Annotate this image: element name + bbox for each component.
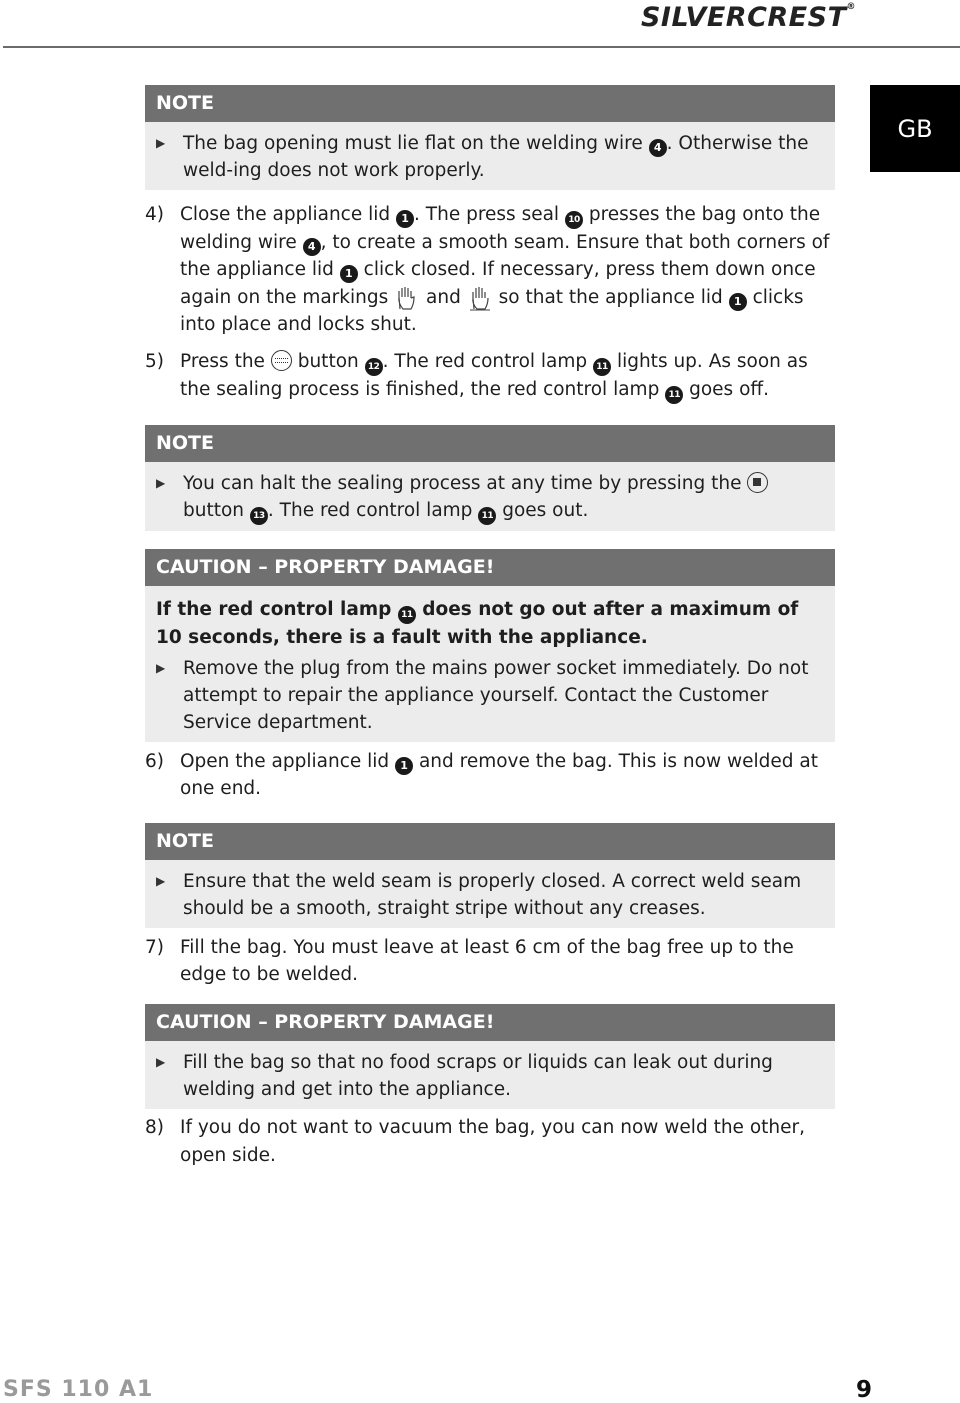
page-content (145, 85, 835, 1169)
triangle-right-icon: ▶ (156, 873, 166, 888)
language-tab: GB (870, 85, 960, 172)
page-number: 9 (855, 1377, 872, 1403)
header-rule (3, 46, 960, 48)
note-heading: NOTE (145, 425, 835, 462)
reference-number: 4 (303, 238, 321, 256)
note-heading: NOTE (145, 85, 835, 122)
caution-heading: CAUTION – PROPERTY DAMAGE! (145, 1004, 835, 1041)
reference-number: 1 (729, 293, 747, 311)
reference-number: 11 (665, 386, 683, 404)
caution-heading: CAUTION – PROPERTY DAMAGE! (145, 549, 835, 586)
triangle-right-icon: ▶ (156, 661, 166, 676)
model-number: SFS 110 A1 (3, 1377, 154, 1402)
reference-number: 1 (340, 265, 358, 283)
open-hand-marking-icon (394, 285, 420, 311)
caution-box (145, 1004, 835, 1109)
reference-number: 12 (365, 358, 383, 376)
triangle-right-icon: ▶ (156, 136, 166, 150)
triangle-right-icon: ▶ (156, 1055, 166, 1070)
pressing-hand-marking-icon (467, 285, 493, 311)
step-8: 8) If you do not want to vacuum the bag, you can now weld the other, open side. (145, 1117, 805, 1166)
reference-number: 13 (250, 507, 268, 525)
reference-number: 11 (398, 606, 416, 624)
note-box (145, 85, 835, 190)
reference-number: 10 (565, 211, 583, 229)
reference-number: 1 (395, 757, 413, 775)
step-4: 4) Close the appliance lid 1 . The press seal 10 presses the bag onto the welding wire 4 , to create a smooth seam. Ensure that both corners of the appliance lid 1 click closed. If necessary, press them down once again on the markings and so that the appliance lid 1 clicks into place and locks shut. (145, 204, 830, 335)
stop-button-icon (747, 472, 768, 493)
note-box (145, 823, 835, 928)
note-box (145, 425, 835, 531)
step-5: 5) Press the button 12 . The red control lamp 11 lights up. As soon as the sealing process is finished, the red control lamp 11 goes off. (145, 348, 835, 404)
note-heading: NOTE (145, 823, 835, 860)
note-bullet: ▶ You can halt the sealing process at any time by pressing the button 13 . The red control lamp 11 goes out. (156, 470, 815, 525)
brand-logo: SILVERCREST® (640, 2, 856, 33)
step-7: 7) Fill the bag. You must leave at least 6 cm of the bag free up to the edge to be welded. (145, 936, 794, 986)
step-6: 6) Open the appliance lid 1 and remove the bag. This is now welded at one end. (145, 751, 818, 800)
reference-number: 4 (649, 139, 667, 157)
caution-box (145, 549, 835, 742)
triangle-right-icon: ▶ (156, 476, 166, 491)
note-bullet: ▶ The bag opening must lie flat on the welding wire 4 . Otherwise the weld-ing does not work properly. (156, 130, 815, 184)
weld-button-icon (271, 350, 292, 371)
caution-bullet: ▶ Fill the bag so that no food scraps or liquids can leak out during welding and get into the appliance. (156, 1049, 815, 1103)
reference-number: 1 (396, 210, 414, 228)
reference-number: 11 (478, 507, 496, 525)
caution-bullet: ▶ Remove the plug from the mains power socket immediately. Do not attempt to repair the appliance yourself. Contact the Customer Service department. (156, 655, 815, 736)
note-bullet: ▶ Ensure that the weld seam is properly closed. A correct weld seam should be a smooth, straight stripe without any creases. (156, 868, 815, 922)
reference-number: 11 (593, 358, 611, 376)
caution-warning-text: If the red control lamp 11 does not go out after a maximum of 10 seconds, there is a fault with the appliance. (156, 599, 799, 649)
